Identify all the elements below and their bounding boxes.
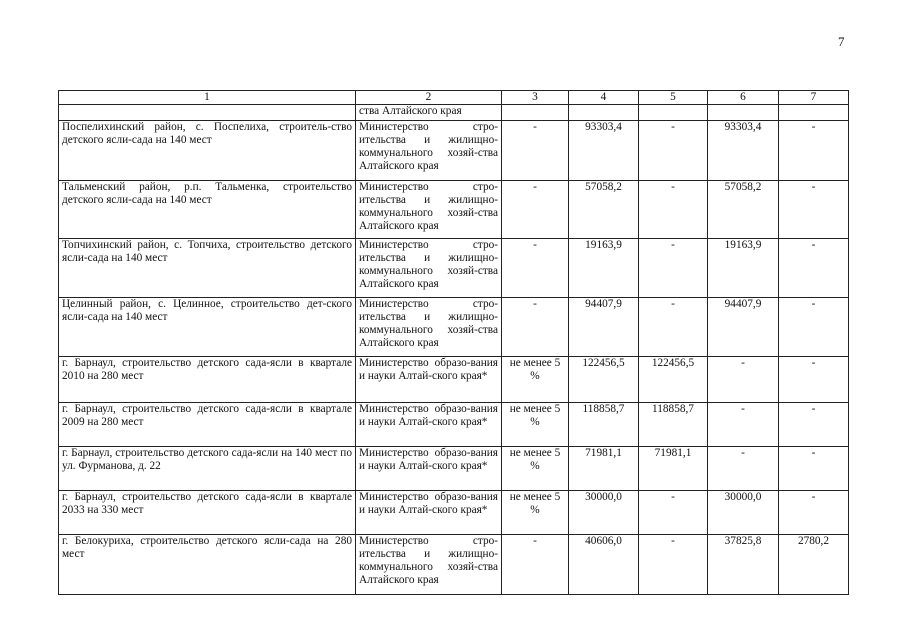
cofinancing-cell: не менее 5 % — [502, 491, 569, 535]
value-cell-4: 94407,9 — [569, 298, 639, 357]
value-cell-7: - — [779, 447, 849, 491]
value-cell-7: - — [779, 298, 849, 357]
project-cell: Тальменский район, р.п. Тальменка, строительство детского ясли-сада на 140 мест — [59, 181, 356, 239]
value-cell-5: - — [639, 491, 708, 535]
table-row — [59, 298, 849, 357]
table-row — [59, 535, 849, 595]
table-row — [59, 357, 849, 403]
project-cell: Целинный район, с. Целинное, строительство дет-ского ясли-сада на 140 мест — [59, 298, 356, 357]
ministry-cell: Министерство стро-ительства и жилищно-коммунального хозяй-ства Алтайского края — [356, 121, 502, 181]
ministry-cell: Министерство образо-вания и науки Алтай-ского края* — [356, 491, 502, 535]
project-cell: г. Барнаул, строительство детского сада-ясли в квартале 2009 на 280 мест — [59, 403, 356, 447]
project-cell: г. Барнаул, строительство детского сада-ясли в квартале 2010 на 280 мест — [59, 357, 356, 403]
ministry-cell: ства Алтайского края — [356, 105, 502, 121]
cofinancing-cell: - — [502, 298, 569, 357]
ministry-cell: Министерство стро-ительства и жилищно-коммунального хозяй-ства Алтайского края — [356, 298, 502, 357]
column-header-5: 5 — [639, 91, 708, 105]
value-cell-5: - — [639, 239, 708, 298]
ministry-cell: Министерство стро-ительства и жилищно-коммунального хозяй-ства Алтайского края — [356, 535, 502, 595]
value-cell-7: - — [779, 491, 849, 535]
value-cell-6: 94407,9 — [708, 298, 779, 357]
value-cell-4: 122456,5 — [569, 357, 639, 403]
cofinancing-cell: - — [502, 535, 569, 595]
column-header-4: 4 — [569, 91, 639, 105]
value-cell-6 — [708, 105, 779, 121]
project-cell: г. Белокуриха, строительство детского ясли-сада на 280 мест — [59, 535, 356, 595]
value-cell-5: 118858,7 — [639, 403, 708, 447]
value-cell-5: - — [639, 121, 708, 181]
value-cell-5 — [639, 105, 708, 121]
column-header-2: 2 — [356, 91, 502, 105]
value-cell-4: 71981,1 — [569, 447, 639, 491]
project-cell: г. Барнаул, строительство детского сада-ясли в квартале 2033 на 330 мест — [59, 491, 356, 535]
value-cell-7: - — [779, 403, 849, 447]
cofinancing-cell: - — [502, 181, 569, 239]
value-cell-6: - — [708, 357, 779, 403]
value-cell-4: 93303,4 — [569, 121, 639, 181]
ministry-cell: Министерство образо-вания и науки Алтай-ского края* — [356, 357, 502, 403]
value-cell-5: - — [639, 535, 708, 595]
value-cell-4 — [569, 105, 639, 121]
column-header-6: 6 — [708, 91, 779, 105]
ministry-cell: Министерство стро-ительства и жилищно-коммунального хозяй-ства Алтайского края — [356, 181, 502, 239]
project-cell: Топчихинский район, с. Топчиха, строительство детского ясли-сада на 140 мест — [59, 239, 356, 298]
ministry-cell: Министерство образо-вания и науки Алтай-ского края* — [356, 447, 502, 491]
ministry-cell: Министерство стро-ительства и жилищно-коммунального хозяй-ства Алтайского края — [356, 239, 502, 298]
table-row — [59, 105, 849, 121]
value-cell-6: 93303,4 — [708, 121, 779, 181]
value-cell-6: - — [708, 403, 779, 447]
project-cell — [59, 105, 356, 121]
value-cell-5: 122456,5 — [639, 357, 708, 403]
value-cell-7: 2780,2 — [779, 535, 849, 595]
header-row — [59, 91, 849, 105]
cofinancing-cell: - — [502, 121, 569, 181]
column-header-3: 3 — [502, 91, 569, 105]
column-header-1: 1 — [59, 91, 356, 105]
value-cell-4: 118858,7 — [569, 403, 639, 447]
cofinancing-cell: не менее 5 % — [502, 447, 569, 491]
value-cell-4: 30000,0 — [569, 491, 639, 535]
page-number: 7 — [838, 34, 845, 49]
column-header-7: 7 — [779, 91, 849, 105]
cofinancing-cell: не менее 5 % — [502, 357, 569, 403]
table-row — [59, 239, 849, 298]
funding-table — [58, 90, 849, 595]
project-cell: Поспелихинский район, с. Поспелиха, строитель-ство детского ясли-сада на 140 мест — [59, 121, 356, 181]
project-cell: г. Барнаул, строительство детского сада-ясли на 140 мест по ул. Фурманова, д. 22 — [59, 447, 356, 491]
value-cell-5: 71981,1 — [639, 447, 708, 491]
value-cell-7: - — [779, 357, 849, 403]
value-cell-6: 19163,9 — [708, 239, 779, 298]
value-cell-5: - — [639, 181, 708, 239]
table-row — [59, 181, 849, 239]
value-cell-6: 57058,2 — [708, 181, 779, 239]
value-cell-7: - — [779, 181, 849, 239]
cofinancing-cell: - — [502, 239, 569, 298]
value-cell-6: 37825,8 — [708, 535, 779, 595]
value-cell-5: - — [639, 298, 708, 357]
value-cell-4: 19163,9 — [569, 239, 639, 298]
value-cell-4: 57058,2 — [569, 181, 639, 239]
value-cell-7 — [779, 105, 849, 121]
value-cell-7: - — [779, 239, 849, 298]
table-row — [59, 491, 849, 535]
value-cell-6: 30000,0 — [708, 491, 779, 535]
table-row — [59, 121, 849, 181]
cofinancing-cell: не менее 5 % — [502, 403, 569, 447]
value-cell-4: 40606,0 — [569, 535, 639, 595]
value-cell-7: - — [779, 121, 849, 181]
ministry-cell: Министерство образо-вания и науки Алтай-ского края* — [356, 403, 502, 447]
table-row — [59, 447, 849, 491]
table-row — [59, 403, 849, 447]
value-cell-6: - — [708, 447, 779, 491]
cofinancing-cell — [502, 105, 569, 121]
